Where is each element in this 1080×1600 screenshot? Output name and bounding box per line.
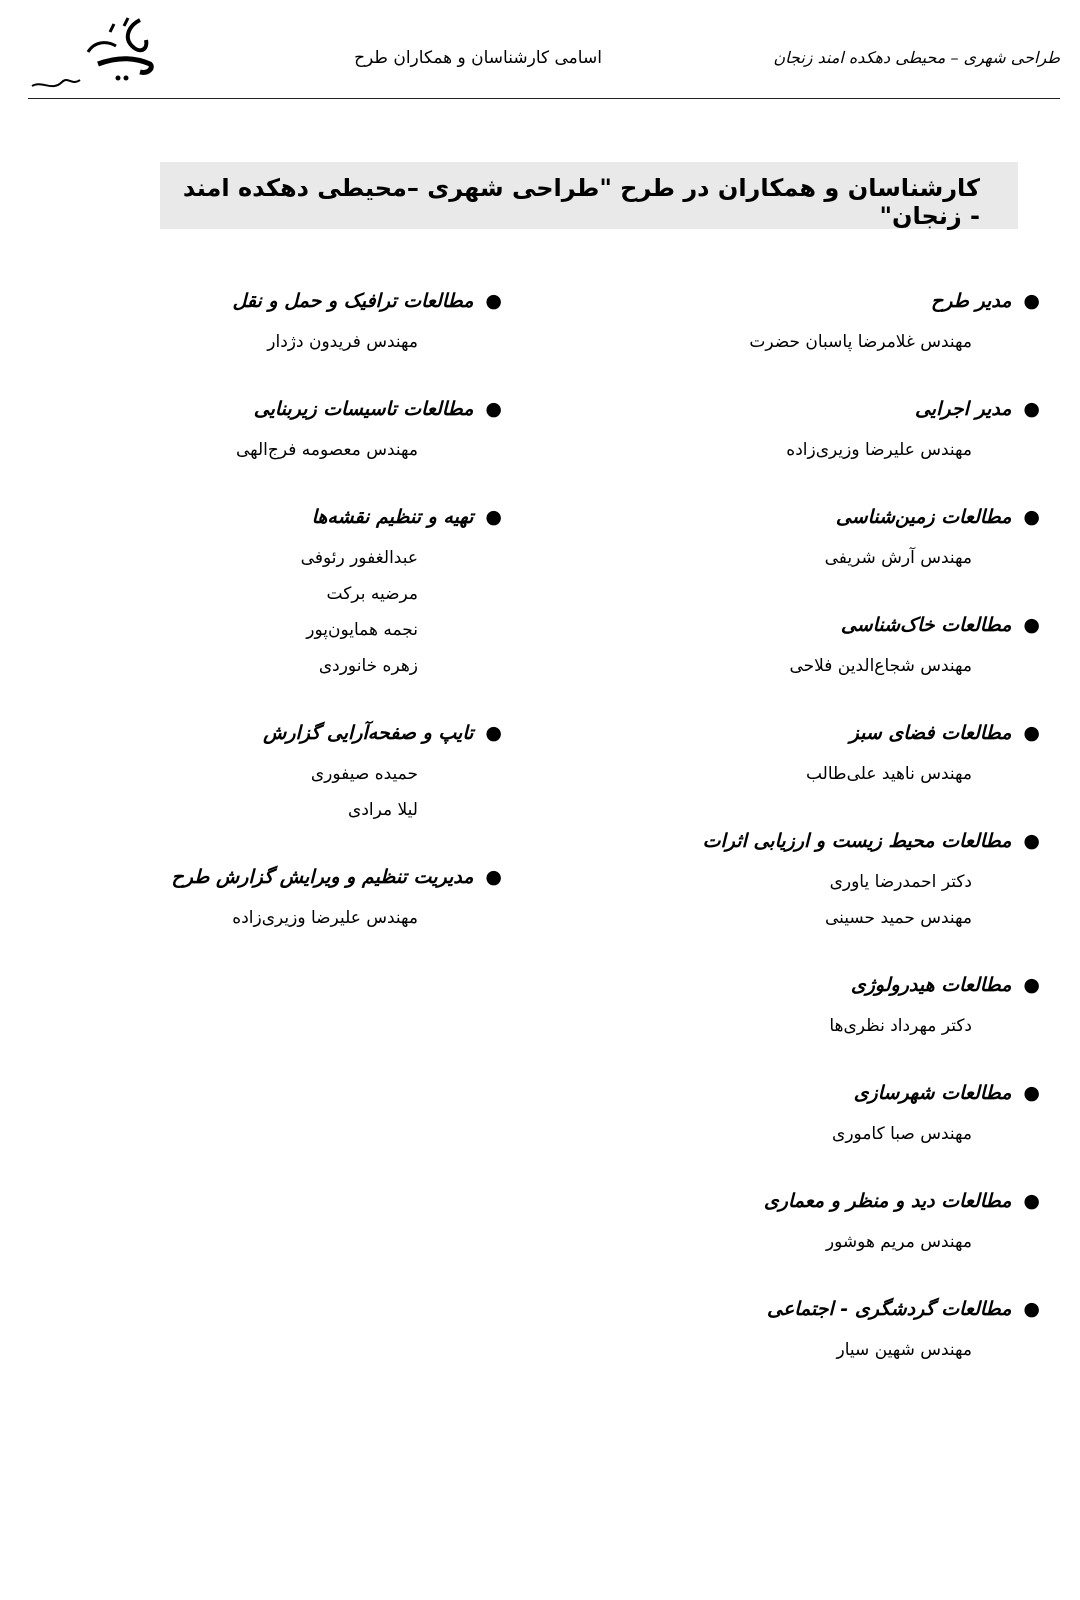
- section-landscape-architecture: [620, 1188, 1040, 1260]
- member-name: مهندس معصومه فرج‌الهی: [236, 440, 418, 460]
- section-title: ●مطالعات شهرسازی: [853, 1082, 1040, 1104]
- company-logo: [28, 12, 158, 98]
- bullet-icon: ●: [485, 398, 502, 420]
- section-title: ●مطالعات خاک‌شناسی: [840, 614, 1040, 636]
- section-report-editing: [150, 864, 502, 936]
- bullet-icon: ●: [1023, 722, 1040, 744]
- bullet-icon: ●: [1023, 398, 1040, 420]
- member-name: مرضیه برکت: [326, 584, 418, 604]
- member-name: مهندس فریدون دژدار: [267, 332, 418, 352]
- member-name: مهندس آرش شریفی: [824, 548, 972, 568]
- section-typing-layout: [150, 720, 502, 828]
- bullet-icon: ●: [1023, 1298, 1040, 1320]
- section-title: ●مطالعات هیدرولوژی: [850, 974, 1040, 996]
- section-title: ●مطالعات محیط زیست و ارزیابی اثرات: [702, 830, 1040, 852]
- member-name: مهندس مریم هوشور: [825, 1232, 972, 1252]
- member-name: مهندس ناهید علی‌طالب: [805, 764, 972, 784]
- page-header: [28, 12, 1060, 99]
- member-name: مهندس علیرضا وزیری‌زاده: [786, 440, 972, 460]
- section-title: ●تهیه و تنظیم نقشه‌ها: [311, 506, 502, 528]
- bullet-icon: ●: [1023, 1082, 1040, 1104]
- member-name: دکتر احمدرضا یاوری: [829, 872, 972, 892]
- member-name: مهندس شهین سیار: [836, 1340, 972, 1360]
- header-project-title: طراحی شهری – محیطی دهکده امند زنجان: [773, 48, 1060, 67]
- section-title: ●مطالعات فضای سبز: [849, 722, 1040, 744]
- section-maps: [150, 504, 502, 684]
- section-title: ●مطالعات تاسیسات زیربنایی: [253, 398, 502, 420]
- section-title: ●مدیر اجرایی: [914, 398, 1040, 420]
- bullet-icon: ●: [1023, 614, 1040, 636]
- section-green-space: [620, 720, 1040, 792]
- member-name: زهره خانوردی: [318, 656, 418, 676]
- section-title: ●مطالعات دید و منظر و معماری: [763, 1190, 1040, 1212]
- section-title: ●مطالعات زمین‌شناسی: [835, 506, 1040, 528]
- section-title: ●مطالعات ترافیک و حمل و نقل: [232, 290, 502, 312]
- bullet-icon: ●: [1023, 974, 1040, 996]
- section-hydrology: [620, 972, 1040, 1044]
- right-column: [620, 288, 1040, 1404]
- member-name: مهندس علیرضا وزیری‌زاده: [232, 908, 418, 928]
- logo-calligraphy-icon: [28, 12, 158, 98]
- member-name: عبدالغفور رئوفی: [300, 548, 418, 568]
- page-title: کارشناسان و همکاران در طرح "طراحی شهری –محیطی دهکده امند - زنجان": [160, 162, 1018, 229]
- section-infrastructure: [150, 396, 502, 468]
- section-traffic: [150, 288, 502, 360]
- section-project-manager: [620, 288, 1040, 360]
- bullet-icon: ●: [485, 506, 502, 528]
- section-title: ●مطالعات گردشگری - اجتماعی: [767, 1298, 1040, 1320]
- member-name: نجمه همایون‌پور: [306, 620, 418, 640]
- member-name: لیلا مرادی: [348, 800, 418, 820]
- member-name: مهندس غلامرضا پاسبان حضرت: [749, 332, 972, 352]
- section-tourism-social: [620, 1296, 1040, 1368]
- bullet-icon: ●: [1023, 1190, 1040, 1212]
- bullet-icon: ●: [1023, 290, 1040, 312]
- bullet-icon: ●: [485, 866, 502, 888]
- section-title: ●تایپ و صفحه‌آرایی گزارش: [263, 722, 502, 744]
- member-name: مهندس شجاع‌الدین فلاحی: [789, 656, 972, 676]
- bullet-icon: ●: [1023, 830, 1040, 852]
- bullet-icon: ●: [485, 290, 502, 312]
- left-column: [150, 288, 502, 972]
- member-name: مهندس حمید حسینی: [824, 908, 972, 928]
- member-name: حمیده صیفوری: [310, 764, 418, 784]
- section-geology: [620, 504, 1040, 576]
- section-executive-manager: [620, 396, 1040, 468]
- section-urban-planning: [620, 1080, 1040, 1152]
- bullet-icon: ●: [1023, 506, 1040, 528]
- header-center-title: اسامی کارشناسان و همکاران طرح: [354, 48, 602, 68]
- section-soil: [620, 612, 1040, 684]
- section-title: ●مدیریت تنظیم و ویرایش گزارش طرح: [171, 866, 502, 888]
- member-name: مهندس صبا کاموری: [832, 1124, 972, 1144]
- bullet-icon: ●: [485, 722, 502, 744]
- section-environment: [620, 828, 1040, 936]
- member-name: دکتر مهرداد نظری‌ها: [829, 1016, 972, 1036]
- section-title: ●مدیر طرح: [930, 290, 1040, 312]
